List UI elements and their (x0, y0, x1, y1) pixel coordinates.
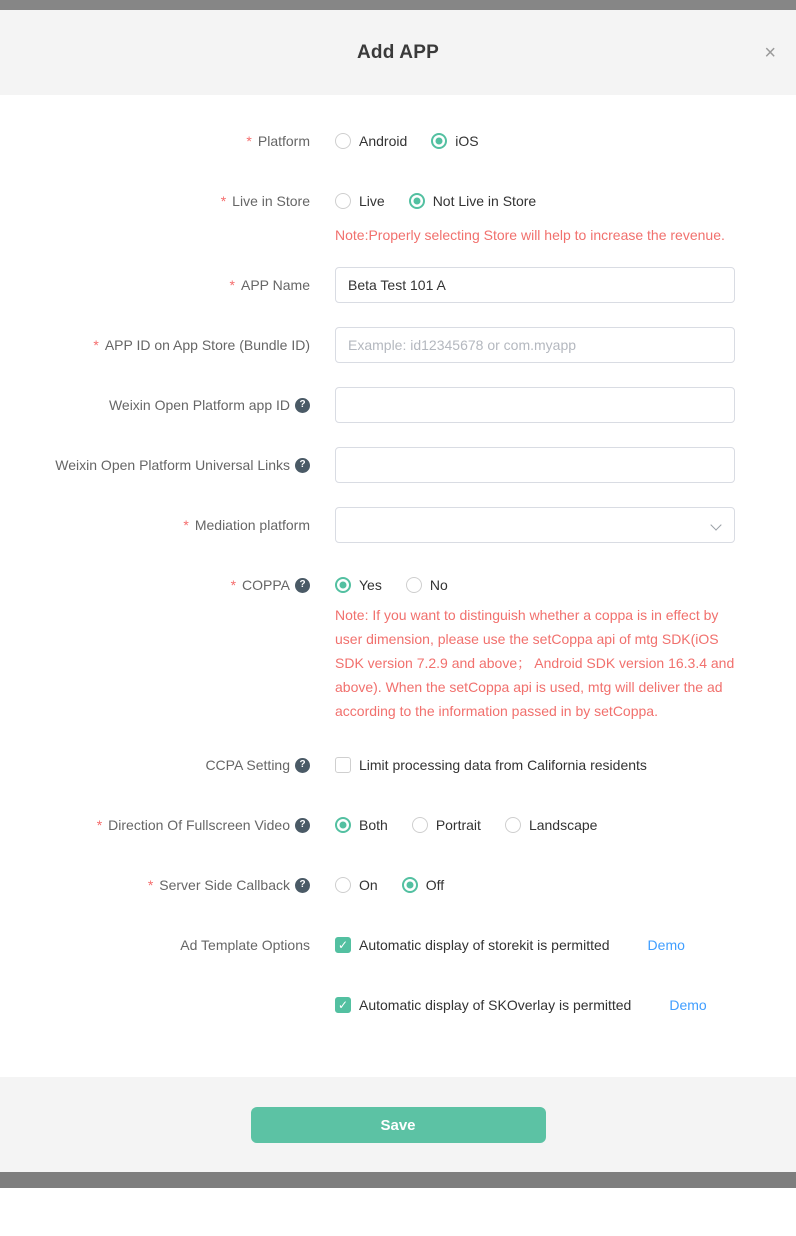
weixin-app-id-input[interactable] (335, 387, 735, 423)
form-row-weixin-universal-links (0, 447, 796, 483)
radio-portrait[interactable]: Portrait (412, 817, 481, 833)
form-row-app-name (0, 267, 796, 303)
radio-live[interactable]: Live (335, 193, 385, 209)
form-row-mediation-platform (0, 507, 796, 543)
app-store-id-input[interactable] (335, 327, 735, 363)
page-bottom-bar (0, 1172, 796, 1188)
skoverlay-demo-link[interactable]: Demo (669, 997, 707, 1013)
ad-template-spacer (0, 995, 310, 1015)
skoverlay-checkbox-option[interactable]: ✓ Automatic display of SKOverlay is permitted (335, 997, 631, 1013)
radio-checked-icon (431, 133, 447, 149)
server-callback-radio-group (335, 875, 444, 895)
weixin-universal-links-label: Weixin Open Platform Universal Links ? (0, 447, 310, 483)
required-marker: * (220, 192, 227, 209)
help-icon[interactable]: ? (295, 878, 310, 893)
radio-landscape[interactable]: Landscape (505, 817, 598, 833)
form-row-weixin-app-id (0, 387, 796, 423)
checkbox-checked-icon: ✓ (335, 997, 351, 1013)
required-marker: * (246, 132, 252, 149)
radio-android[interactable]: Android (335, 133, 407, 149)
form-row-ad-template-storekit (0, 935, 796, 955)
checkbox-unchecked-icon (335, 757, 351, 773)
modal-header (0, 10, 796, 95)
radio-coppa-no[interactable]: No (406, 577, 448, 593)
required-marker: * (229, 276, 235, 293)
ad-template-options-label: Ad Template Options (180, 936, 310, 953)
checkbox-checked-icon: ✓ (335, 937, 351, 953)
help-icon[interactable]: ? (295, 758, 310, 773)
radio-checked-icon (402, 877, 418, 893)
coppa-label: * COPPA ? (0, 575, 310, 595)
chevron-down-icon (710, 519, 721, 530)
radio-checked-icon (409, 193, 425, 209)
form-row-live-in-store (0, 191, 796, 247)
modal-footer (0, 1077, 796, 1172)
required-marker: * (147, 876, 154, 893)
radio-checked-icon (335, 817, 351, 833)
ccpa-label: CCPA Setting ? (0, 755, 310, 775)
form-row-ad-template-skoverlay (0, 995, 796, 1015)
required-marker: * (96, 816, 103, 833)
form-row-app-store-id (0, 327, 796, 363)
radio-coppa-yes[interactable]: Yes (335, 577, 382, 593)
radio-unchecked-icon (412, 817, 428, 833)
radio-unchecked-icon (335, 877, 351, 893)
form-row-coppa (0, 575, 796, 723)
form-row-ccpa (0, 755, 796, 775)
coppa-note: Note: If you want to distinguish whether a coppa is in effect by user dimension, please use the setCoppa api of mtg SDK(iOS SDK version 7.2.9 and above； Android SDK version 16.3.4 and above). When the setCoppa api is used, mtg will deliver the ad according to the information passed in by setCoppa. (335, 607, 735, 719)
radio-both[interactable]: Both (335, 817, 388, 833)
help-icon[interactable]: ? (295, 818, 310, 833)
add-app-form (0, 95, 796, 1077)
app-store-id-label: * APP ID on App Store (Bundle ID) (93, 336, 310, 353)
direction-label: * Direction Of Fullscreen Video ? (0, 815, 310, 835)
close-icon[interactable]: × (760, 39, 780, 67)
radio-on[interactable]: On (335, 877, 378, 893)
save-button[interactable]: Save (251, 1107, 546, 1143)
page-top-bar (0, 0, 796, 10)
form-row-server-callback (0, 875, 796, 895)
radio-off[interactable]: Off (402, 877, 444, 893)
coppa-radio-group (335, 575, 737, 595)
storekit-checkbox-option[interactable]: ✓ Automatic display of storekit is permitted (335, 937, 610, 953)
mediation-platform-select[interactable] (335, 507, 735, 543)
help-icon[interactable]: ? (295, 458, 310, 473)
live-in-store-radio-group (335, 191, 737, 211)
weixin-app-id-label: Weixin Open Platform app ID ? (0, 387, 310, 423)
coppa-control (335, 575, 737, 723)
app-name-label: * APP Name (229, 276, 310, 293)
help-icon[interactable]: ? (295, 578, 310, 593)
radio-checked-icon (335, 577, 351, 593)
form-row-direction (0, 815, 796, 835)
weixin-universal-links-input[interactable] (335, 447, 735, 483)
ccpa-checkbox-option[interactable]: Limit processing data from California residents (335, 757, 647, 773)
live-in-store-control (335, 191, 737, 247)
radio-not-live-in-store[interactable]: Not Live in Store (409, 193, 537, 209)
mediation-platform-label: * Mediation platform (183, 516, 310, 533)
help-icon[interactable]: ? (295, 398, 310, 413)
radio-ios[interactable]: iOS (431, 133, 478, 149)
required-marker: * (230, 576, 237, 593)
server-callback-label: * Server Side Callback ? (0, 875, 310, 895)
radio-unchecked-icon (335, 193, 351, 209)
live-in-store-label: * Live in Store (220, 192, 310, 209)
platform-radio-group (335, 131, 479, 151)
modal-title: Add APP (357, 41, 439, 63)
radio-unchecked-icon (505, 817, 521, 833)
platform-label: * Platform (246, 132, 310, 149)
radio-unchecked-icon (335, 133, 351, 149)
required-marker: * (183, 516, 189, 533)
storekit-demo-link[interactable]: Demo (647, 937, 685, 953)
form-row-platform (0, 131, 796, 151)
required-marker: * (93, 336, 99, 353)
radio-unchecked-icon (406, 577, 422, 593)
live-in-store-note: Note:Properly selecting Store will help to increase the revenue. (335, 227, 725, 243)
direction-radio-group (335, 815, 597, 835)
app-name-input[interactable] (335, 267, 735, 303)
